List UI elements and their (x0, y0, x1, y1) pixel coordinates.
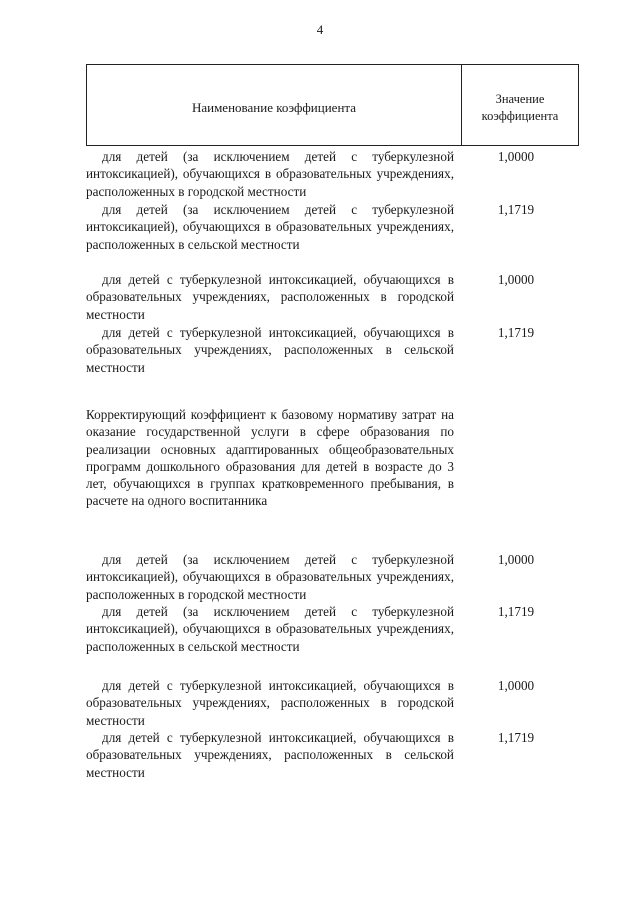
row-description: для детей с туберкулезной интоксикацией, обучающихся в образовательных учреждениях, расположенных в городской местности (86, 272, 454, 322)
row-value: 1,1719 (497, 604, 535, 619)
coefficient-value-header (462, 65, 578, 145)
table-header (86, 64, 579, 146)
row-description: для детей с туберкулезной интоксикацией, обучающихся в образовательных учреждениях, расположенных в сельской местности (86, 325, 454, 375)
coefficient-name-header: Наименование коэффициента (191, 100, 357, 115)
row-description: для детей (за исключением детей с туберкулезной интоксикацией), обучающихся в образовательных учреждениях, расположенных в сельской местности (86, 604, 454, 654)
row-value: 1,0000 (497, 272, 535, 287)
row-description: для детей (за исключением детей с туберкулезной интоксикацией), обучающихся в образовательных учреждениях, расположенных в городской местности (86, 149, 454, 199)
value-header-line1: Значение (495, 92, 545, 106)
row-value: 1,0000 (497, 552, 535, 567)
row-value: 1,1719 (497, 325, 535, 340)
row-value: 1,1719 (497, 730, 535, 745)
row-description: для детей с туберкулезной интоксикацией, обучающихся в образовательных учреждениях, расположенных в городской местности (86, 678, 454, 728)
row-value: 1,0000 (497, 678, 535, 693)
row-value: 1,0000 (497, 149, 535, 164)
page-number: 4 (316, 22, 324, 37)
value-header-line2: коэффициента (481, 109, 559, 123)
row-description: для детей (за исключением детей с туберкулезной интоксикацией), обучающихся в образовательных учреждениях, расположенных в сельской местности (86, 202, 454, 252)
row-description: для детей с туберкулезной интоксикацией, обучающихся в образовательных учреждениях, расположенных в сельской местности (86, 730, 454, 780)
section-title: Корректирующий коэффициент к базовому нормативу затрат на оказание государственной услуги в сфере образования по реализации основных адаптированных общеобразовательных программ дошкольного образования для детей в возрасте до 3 лет, обучающихся в группах кратковременного пребывания, в расчете на одного воспитанника (86, 407, 454, 509)
row-description: для детей (за исключением детей с туберкулезной интоксикацией), обучающихся в образовательных учреждениях, расположенных в городской местности (86, 552, 454, 602)
row-value: 1,1719 (497, 202, 535, 217)
